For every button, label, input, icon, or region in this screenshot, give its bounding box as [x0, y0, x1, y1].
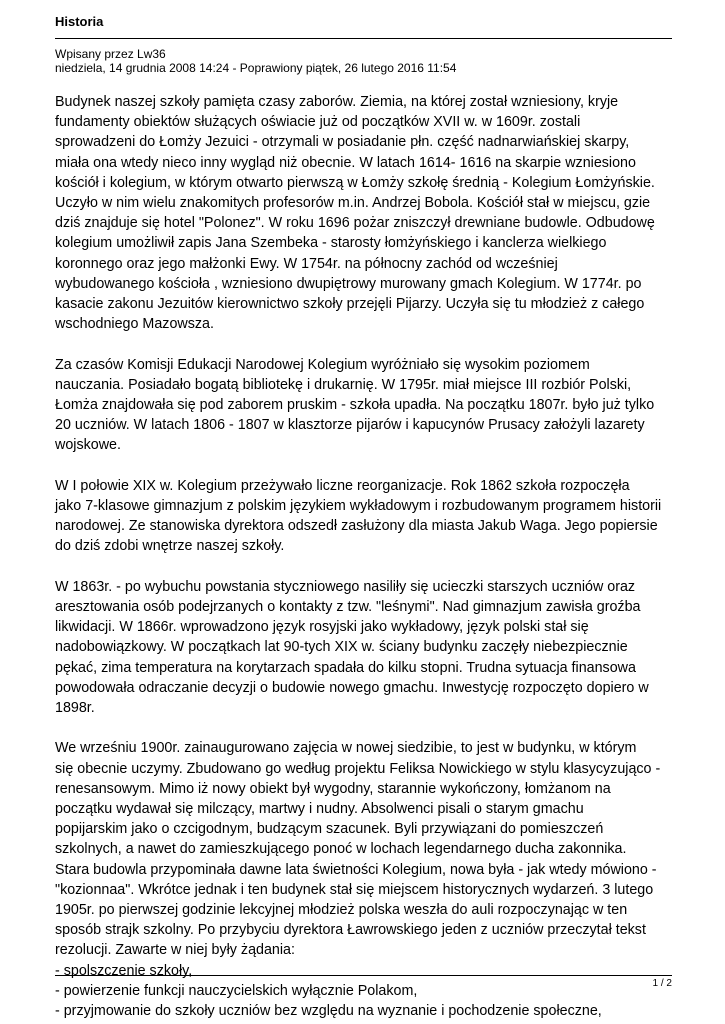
text-line: Budynek naszej szkoły pamięta czasy zaborów. Ziemia, na której został wzniesiony, kryje [55, 94, 619, 110]
header-divider [55, 38, 672, 39]
text-line: - przyjmowanie do szkoły uczniów bez względu na wyznanie i pochodzenie społeczne, [55, 1003, 602, 1020]
text-line: sprowadzeni do Łomży Jezuici - otrzymali w posiadanie płn. część nadnarwiańskiej skarpy, [55, 134, 630, 151]
text-line: Łomża znajdowała się pod zaborem pruskim - szkoła upadła. Na początku 1807r. było już tylko [55, 397, 655, 414]
paragraph [55, 577, 672, 718]
text-line: aresztowania osób podejrzanych o kontakty z tzw. "leśnymi". Nad gimnazjum zawisła groźba [55, 599, 641, 616]
text-line: "kozionnaa". Wkrótce jednak i ten budynek stał się miejscem historycznych wydarzeń. 3 lutego [55, 881, 654, 898]
text-line: koronnego oraz jego małżonki Ewy. W 1754r. na północny zachód od wcześniej [55, 255, 558, 272]
text-line: pękać, zima temperatura na korytarzach spadała do kilku stopni. Trudna sytuacja finansowa [55, 659, 636, 676]
date-line: niedziela, 14 grudnia 2008 14:24 - Poprawiony piątek, 26 lutego 2016 11:54 [55, 61, 457, 75]
text-line: szkolnych, a nawet do zamieszkującego ponoć w lochach legendarnego ducha zakonnika. [55, 841, 627, 858]
article-header [55, 14, 672, 30]
paragraph [55, 476, 672, 557]
article-title: Historia [55, 14, 104, 29]
text-line: - powierzenie funkcji nauczycielskich wyłącznie Polakom, [55, 982, 418, 999]
article-body [55, 92, 672, 1021]
paragraph [55, 738, 672, 1021]
page-number: 1 / 2 [652, 978, 672, 989]
text-line: Uczyło w nim wielu znakomitych profesorów m.in. Andrzej Bobola. Kościół stał w miejscu, gzie [55, 195, 651, 212]
text-line: nadobowiązkowy. W początkach lat 90-tych XIX w. ściany budynku zaczęły niebezpiecznie [55, 639, 628, 656]
text-line: nauczania. Posiadało bogatą bibliotekę i drukarnię. W 1795r. miał miejsce III rozbiór Polski, [55, 376, 632, 393]
article-meta [55, 47, 456, 75]
text-line: wojskowe. [55, 437, 121, 454]
text-line: Stara budowla przypominała dawne lata świetności Kolegium, nowa była - jak wtedy mówiono - [55, 861, 657, 878]
text-line: We wrześniu 1900r. zainaugurowano zajęcia w nowej siedzibie, to jest w budynku, w którym [55, 740, 637, 757]
text-line: rezolucji. Zawarte w niej były żądania: [55, 942, 295, 959]
footer-divider [55, 975, 672, 976]
text-line: jako 7-klasowe gimnazjum z polskim językiem wykładowym i rozbudowanym programem historii [55, 498, 662, 515]
text-line: fundamenty obiektów służących oświacie już od początków XVII w. w 1609r. zostali [55, 114, 581, 131]
text-line: się obecnie uczymy. Zbudowano go według projektu Feliksa Nowickiego w stylu klasycyzująco - [55, 760, 661, 777]
text-line: do dziś zdobi wnętrze naszej szkoły. [55, 538, 285, 555]
text-line: 1898r. [55, 700, 95, 717]
text-line: narodowej. Ze stanowiska dyrektora odszedł zasłużony dla miasta Jakub Waga. Jego popiersie [55, 518, 658, 535]
author-line: Wpisany przez Lw36 [55, 47, 166, 61]
text-line: powodowała odraczanie decyzji o budowie nowego gmachu. Inwestycję rozpoczęto dopiero w [55, 679, 649, 696]
text-line: renesansowym. Mimo iż nowy obiekt był wygodny, starannie wykończony, łomżanom na [55, 780, 611, 797]
text-line: popijarskim jako o czcigodnym, budzącym szacunek. Byli przywiązani do pomieszczeń [55, 821, 604, 838]
text-line: kościół i kolegium, w którym otwarto pierwszą w Łomży szkołę średnią - Kolegium Łomżyńskie. [55, 174, 655, 191]
text-line: W I połowie XIX w. Kolegium przeżywało liczne reorganizacje. Rok 1862 szkoła rozpoczęła [55, 477, 630, 494]
text-line: wybudowanego kościoła , wzniesiono dwupiętrowy murowany gmach Kolegium. W 1774r. po [55, 275, 642, 292]
text-line: kasacie zakonu Jezuitów kierownictwo szkoły przejęli Pijarzy. Uczyła się tu młodzież z całego [55, 296, 645, 313]
text-line: Za czasów Komisji Edukacji Narodowej Kolegium wyróżniało się wysokim poziomem [55, 356, 590, 373]
text-line: 20 uczniów. W latach 1806 - 1807 w klasztorze pijarów i kapucynów Prusacy założyli lazarety [55, 417, 645, 434]
text-line: W 1863r. - po wybuchu powstania styczniowego nasiliły się ucieczki starszych uczniów oraz [55, 578, 636, 595]
text-line: dziś znajduje się hotel "Polonez". W roku 1696 pożar zniszczył drewniane budowle. Odbudowę [55, 215, 655, 232]
paragraph [55, 355, 672, 456]
text-line: likwidacji. W 1866r. wprowadzono język rosyjski jako wykładowy, język polski stał się [55, 619, 589, 636]
text-line: kolegium umożliwił zapis Jana Szembeka - starosty łomżyńskiego i kanclerza wielkiego [55, 235, 607, 252]
text-line: - spolszczenie szkoły, [55, 962, 193, 979]
text-line: sposób strajk szkolny. Po przybyciu dyrektora Ławrowskiego jeden z uczniów przeczytał tekst [55, 922, 646, 939]
text-line: 1905r. po pierwszej godzinie lekcyjnej młodzież polska weszła do auli rozpoczynając w ten [55, 902, 628, 919]
text-line: początku wydawał się milczący, martwy i nudny. Absolwenci pisali o starym gmachu [55, 801, 584, 818]
text-line: miała ona wtedy nieco inny wygląd niż obecnie. W latach 1614- 1616 na skarpie wzniesiono [55, 154, 636, 171]
paragraph [55, 92, 672, 334]
text-line: wschodniego Mazowsza. [55, 316, 214, 333]
